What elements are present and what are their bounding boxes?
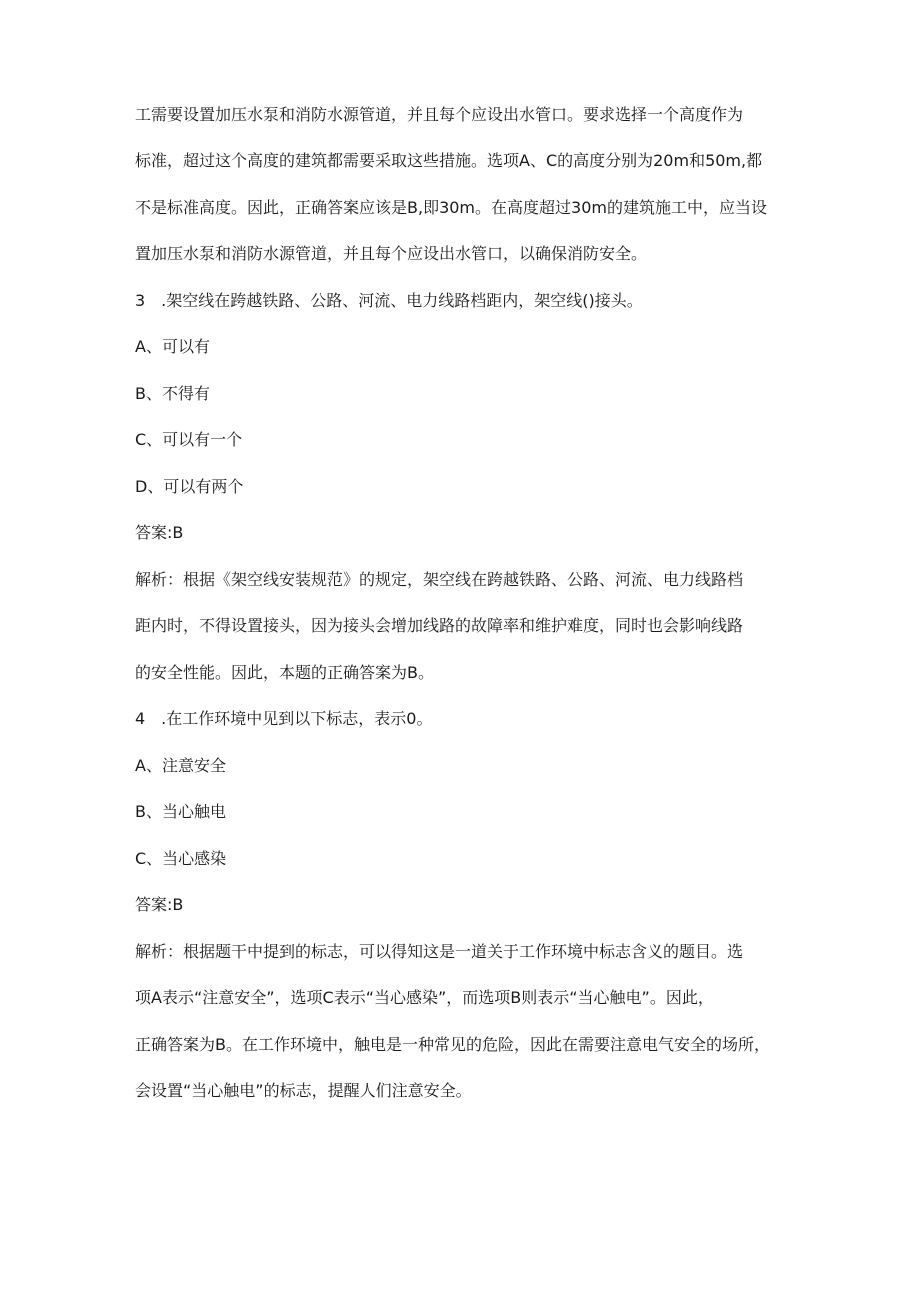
continuation-line-3: 不是标准高度。因此，正确答案应该是B,即30m。在高度超过30m的建筑施工中，应当设 [135, 198, 767, 217]
question-3-answer: 答案:B [135, 523, 184, 542]
question-3-analysis-line-3: 的安全性能。因此，本题的正确答案为B。 [135, 663, 434, 682]
question-4-analysis-line-3: 正确答案为B。在工作环境中，触电是一种常见的危险，因此在需要注意电气安全的场所， [135, 1035, 770, 1054]
continuation-line-4: 置加压水泵和消防水源管道，并且每个应设出水管口，以确保消防安全。 [135, 244, 648, 263]
continuation-line-1: 工需要设置加压水泵和消防水源管道，并且每个应设出水管口。要求选择一个高度作为 [135, 105, 744, 124]
question-3-analysis-line-1: 解析：根据《架空线安装规范》的规定，架空线在跨越铁路、公路、河流、电力线路档 [135, 570, 744, 589]
question-4-stem: 4 .在工作环境中见到以下标志，表示0。 [135, 709, 433, 728]
question-3-stem: 3 .架空线在跨越铁路、公路、河流、电力线路档距内，架空线()接头。 [135, 291, 643, 310]
question-4-option-c: C、当心感染 [135, 849, 227, 868]
question-4-answer: 答案:B [135, 895, 184, 914]
question-4-analysis-line-2: 项A表示“注意安全”，选项C表示“当心感染”，而选项B则表示“当心触电”。因此， [135, 988, 714, 1007]
question-3-option-a: A、可以有 [135, 337, 210, 356]
question-4-analysis-line-1: 解析：根据题干中提到的标志，可以得知这是一道关于工作环境中标志含义的题目。选 [135, 942, 744, 961]
question-3-option-c: C、可以有一个 [135, 430, 243, 449]
question-3-option-d: D、可以有两个 [135, 477, 244, 496]
question-4-option-b: B、当心触电 [135, 802, 226, 821]
question-4-option-a: A、注意安全 [135, 756, 226, 775]
question-3-option-b: B、不得有 [135, 384, 210, 403]
question-3-analysis-line-2: 距内时，不得设置接头，因为接头会增加线路的故障率和维护难度，同时也会影响线路 [135, 616, 744, 635]
continuation-line-2: 标准，超过这个高度的建筑都需要采取这些措施。选项A、C的高度分别为20m和50m,都 [135, 151, 763, 170]
question-4-analysis-line-4: 会设置“当心触电”的标志，提醒人们注意安全。 [135, 1081, 472, 1100]
